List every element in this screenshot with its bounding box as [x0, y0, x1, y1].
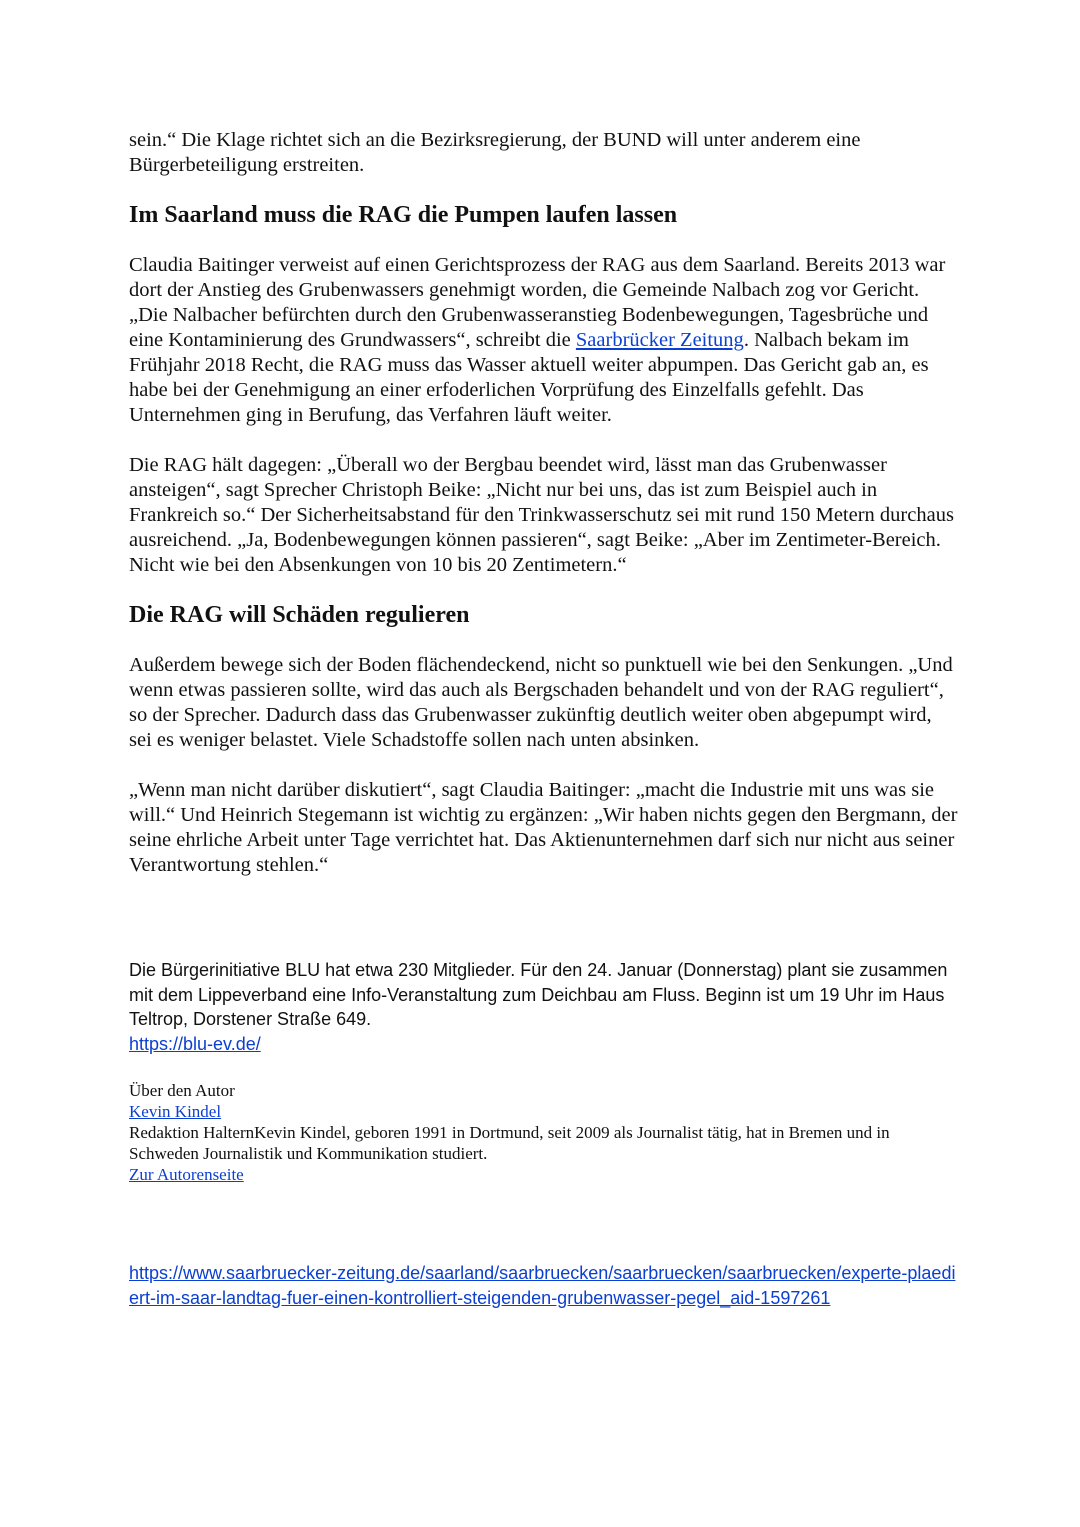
saarbruecker-zeitung-link[interactable]: Saarbrücker Zeitung: [575, 329, 744, 351]
section2-paragraph-1: Außerdem bewege sich der Boden flächendeckend, nicht so punktuell wie bei den Senkungen. „Und wenn etwas passieren sollte, wird das auch als Bergschaden behandelt und von der RAG reguliert“, so der Sprecher. Dadurch dass das Grubenwasser zukünftig deutlich weiter oben abgepumpt wird, sei es weniger belastet. Viele Schadstoffe sollen nach unten absinken.: [129, 654, 953, 751]
section1-p1-text-a: Claudia Baitinger verweist auf einen Gerichtsprozess der RAG aus dem Saarland. Bereits 2013 war dort der Anstieg des Grubenwassers genehmigt worden, die Gemeinde Nalbach zog vor Gericht. „Die Nalbacher befürchten durch den Grubenwasseranstieg Bodenbewegungen, Tagesbrüche und eine Kontaminierung des Grundwassers“, schreibt die: [129, 254, 946, 351]
blu-website-link[interactable]: https://blu-ev.de/: [129, 1033, 261, 1054]
author-page-link[interactable]: Zur Autorenseite: [129, 1165, 244, 1184]
author-label: Über den Autor: [129, 1081, 235, 1100]
info-box: [129, 958, 959, 1056]
author-bio: Redaktion HalternKevin Kindel, geboren 1991 in Dortmund, seit 2009 als Journalist tätig, hat in Bremen und in Schweden Journalistik und Kommunikation studiert.: [129, 1123, 890, 1163]
section2-heading: Die RAG will Schäden regulieren: [129, 602, 470, 628]
intro-paragraph: sein.“ Die Klage richtet sich an die Bezirksregierung, der BUND will unter anderem eine Bürgerbeteiligung erstreiten.: [129, 129, 861, 176]
page-content: [129, 128, 959, 1310]
section2-paragraph-2: „Wenn man nicht darüber diskutiert“, sagt Claudia Baitinger: „macht die Industrie mit uns was sie will.“ Und Heinrich Stegemann ist wichtig zu ergänzen: „Wir haben nichts gegen den Bergmann, der seine ehrliche Arbeit unter Tage verrichtet hat. Das Aktienunternehmen darf sich nur nicht aus seiner Verantwortung stehlen.“: [129, 779, 958, 876]
source-block: [129, 1261, 959, 1310]
section1-heading: Im Saarland muss die RAG die Pumpen laufen lassen: [129, 202, 678, 228]
info-text: Die Bürgerinitiative BLU hat etwa 230 Mitglieder. Für den 24. Januar (Donnerstag) plant sie zusammen mit dem Lippeverband eine Info-Veranstaltung zum Deichbau am Fluss. Beginn ist um 19 Uhr im Haus Teltrop, Dorstener Straße 649.: [129, 960, 948, 1029]
section1-p1-text-b: . Nalbach bekam im Frühjahr 2018 Recht, die RAG muss das Wasser aktuell weiter abpumpen. Das Gericht gab an, es habe bei der Genehmigung an einer erfoderlichen Vorprüfung des Einzelfalls gefehlt. Das Unternehmen ging in Berufung, das Verfahren läuft weiter.: [129, 329, 929, 426]
source-url-link[interactable]: https://www.saarbruecker-zeitung.de/saarland/saarbruecken/saarbruecken/saarbruecken/experte-plaediert-im-saar-landtag-fuer-einen-kontrolliert-steigenden-grubenwasser-pegel_aid-1597261: [129, 1263, 956, 1308]
section1-paragraph-2: Die RAG hält dagegen: „Überall wo der Bergbau beendet wird, lässt man das Grubenwasser ansteigen“, sagt Sprecher Christoph Beike: „Nicht nur bei uns, das ist zum Beispiel auch in Frankreich so.“ Der Sicherheitsabstand für den Trinkwasserschutz sei mit rund 150 Metern durchaus ausreichend. „Ja, Bodenbewegungen können passieren“, sagt Beike: „Aber im Zentimeter-Bereich. Nicht wie bei den Absenkungen von 10 bis 20 Zentimetern.“: [129, 454, 954, 576]
section1-paragraph-1: [129, 253, 959, 428]
author-block: [129, 1080, 959, 1185]
author-name-link[interactable]: Kevin Kindel: [129, 1102, 222, 1121]
